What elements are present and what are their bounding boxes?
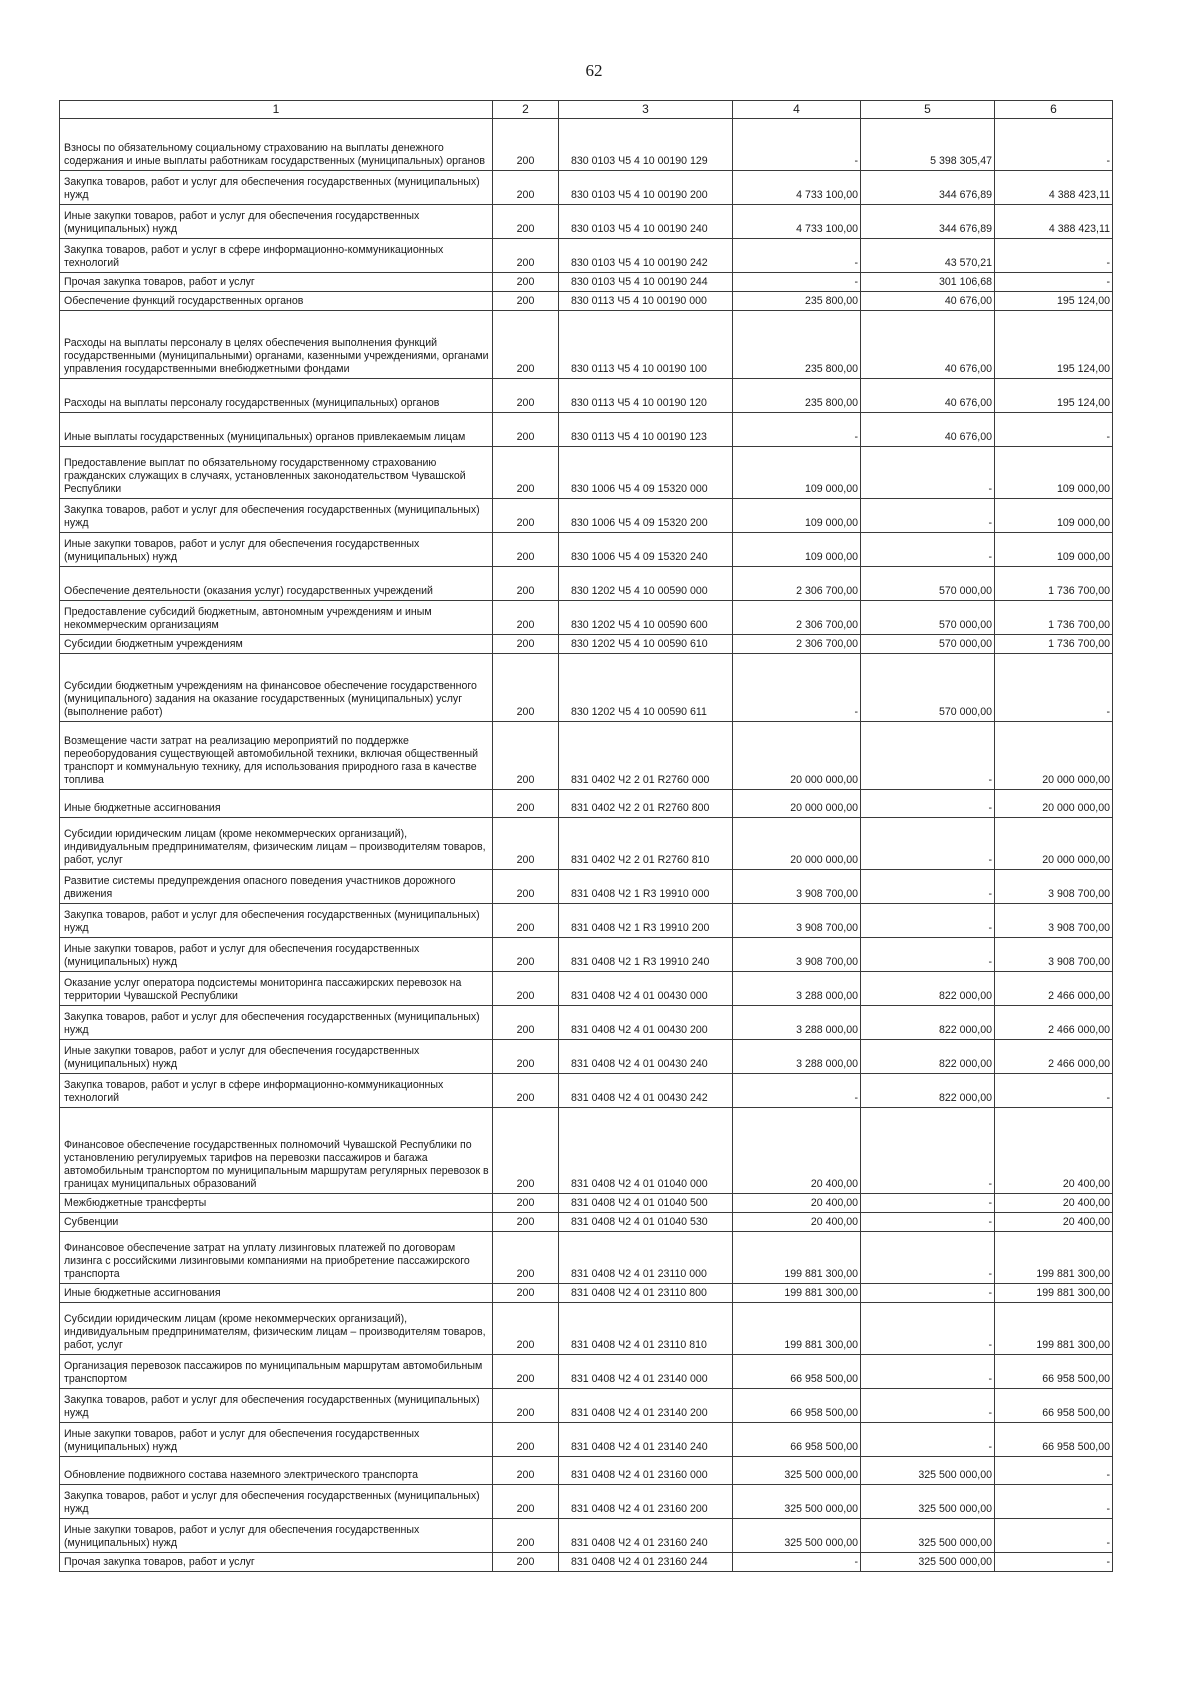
row-amount-col6-cell: - — [995, 1484, 1113, 1518]
row-amount-col4-cell: - — [733, 118, 861, 170]
table-row — [60, 1518, 1113, 1552]
table-row — [60, 498, 1113, 532]
row-amount-col6-cell: - — [995, 118, 1113, 170]
row-name-cell: Закупка товаров, работ и услуг в сфере информационно-коммуникационных технологий — [60, 1073, 493, 1107]
table-row — [60, 566, 1113, 600]
table-row — [60, 1422, 1113, 1456]
row-admin-code-cell: 200 — [493, 903, 559, 937]
row-admin-code-cell: 200 — [493, 1231, 559, 1283]
row-amount-col6-cell: 1 736 700,00 — [995, 600, 1113, 634]
row-admin-code-cell: 200 — [493, 1422, 559, 1456]
row-name-cell: Финансовое обеспечение затрат на уплату лизинговых платежей по договорам лизинга с российскими лизинговыми компаниями на приобретение пассажирского транспорта — [60, 1231, 493, 1283]
row-amount-col4-cell: - — [733, 272, 861, 291]
row-name-cell: Иные бюджетные ассигнования — [60, 789, 493, 817]
row-amount-col6-cell: 2 466 000,00 — [995, 1005, 1113, 1039]
row-amount-col4-cell: 109 000,00 — [733, 498, 861, 532]
row-amount-col5-cell: - — [861, 532, 995, 566]
row-amount-col5-cell: - — [861, 903, 995, 937]
row-classification-code-cell: 831 0408 Ч2 4 01 01040 000 — [559, 1107, 733, 1193]
row-amount-col6-cell: - — [995, 238, 1113, 272]
header-col-2: 2 — [493, 101, 559, 119]
row-name-cell: Закупка товаров, работ и услуг для обеспечения государственных (муниципальных) нужд — [60, 903, 493, 937]
row-amount-col4-cell: 3 908 700,00 — [733, 903, 861, 937]
row-amount-col6-cell: 3 908 700,00 — [995, 903, 1113, 937]
row-amount-col6-cell: 3 908 700,00 — [995, 937, 1113, 971]
row-amount-col6-cell: - — [995, 412, 1113, 446]
row-admin-code-cell: 200 — [493, 291, 559, 310]
table-row — [60, 903, 1113, 937]
row-amount-col6-cell: - — [995, 653, 1113, 721]
row-classification-code-cell: 830 0113 Ч5 4 10 00190 100 — [559, 310, 733, 378]
row-admin-code-cell: 200 — [493, 869, 559, 903]
row-admin-code-cell: 200 — [493, 1212, 559, 1231]
table-row — [60, 971, 1113, 1005]
row-classification-code-cell: 830 0103 Ч5 4 10 00190 244 — [559, 272, 733, 291]
row-amount-col5-cell: 301 106,68 — [861, 272, 995, 291]
row-amount-col4-cell: 20 400,00 — [733, 1193, 861, 1212]
row-amount-col6-cell: 66 958 500,00 — [995, 1354, 1113, 1388]
row-amount-col4-cell: 235 800,00 — [733, 378, 861, 412]
row-amount-col6-cell: 20 400,00 — [995, 1212, 1113, 1231]
table-row — [60, 937, 1113, 971]
row-amount-col6-cell: 199 881 300,00 — [995, 1302, 1113, 1354]
row-admin-code-cell: 200 — [493, 1107, 559, 1193]
table-row — [60, 634, 1113, 653]
row-classification-code-cell: 831 0408 Ч2 4 01 23160 200 — [559, 1484, 733, 1518]
row-classification-code-cell: 831 0408 Ч2 4 01 00430 242 — [559, 1073, 733, 1107]
row-name-cell: Расходы на выплаты персоналу государственных (муниципальных) органов — [60, 378, 493, 412]
row-admin-code-cell: 200 — [493, 971, 559, 1005]
header-col-4: 4 — [733, 101, 861, 119]
row-amount-col6-cell: - — [995, 1552, 1113, 1571]
row-amount-col4-cell: 20 400,00 — [733, 1107, 861, 1193]
row-amount-col5-cell: - — [861, 1231, 995, 1283]
row-classification-code-cell: 831 0402 Ч2 2 01 R2760 810 — [559, 817, 733, 869]
row-amount-col5-cell: 570 000,00 — [861, 634, 995, 653]
row-name-cell: Организация перевозок пассажиров по муниципальным маршрутам автомобильным транспортом — [60, 1354, 493, 1388]
row-name-cell: Иные бюджетные ассигнования — [60, 1283, 493, 1302]
table-row — [60, 1388, 1113, 1422]
row-name-cell: Субсидии юридическим лицам (кроме некоммерческих организаций), индивидуальным предпринимателям, физическим лицам – производителям товаров, работ, услуг — [60, 817, 493, 869]
row-amount-col6-cell: 20 000 000,00 — [995, 789, 1113, 817]
table-row — [60, 446, 1113, 498]
row-classification-code-cell: 830 0113 Ч5 4 10 00190 123 — [559, 412, 733, 446]
row-classification-code-cell: 831 0408 Ч2 4 01 00430 200 — [559, 1005, 733, 1039]
row-name-cell: Субсидии юридическим лицам (кроме некоммерческих организаций), индивидуальным предпринимателям, физическим лицам – производителям товаров, работ, услуг — [60, 1302, 493, 1354]
row-admin-code-cell: 200 — [493, 1552, 559, 1571]
row-admin-code-cell: 200 — [493, 1456, 559, 1484]
row-amount-col5-cell: - — [861, 937, 995, 971]
row-admin-code-cell: 200 — [493, 937, 559, 971]
table-row — [60, 1193, 1113, 1212]
row-amount-col5-cell: 325 500 000,00 — [861, 1456, 995, 1484]
table-body — [60, 118, 1113, 1571]
row-classification-code-cell: 830 1202 Ч5 4 10 00590 600 — [559, 600, 733, 634]
row-amount-col5-cell: - — [861, 446, 995, 498]
row-amount-col4-cell: 109 000,00 — [733, 532, 861, 566]
row-name-cell: Развитие системы предупреждения опасного поведения участников дорожного движения — [60, 869, 493, 903]
row-name-cell: Субвенции — [60, 1212, 493, 1231]
row-classification-code-cell: 830 1202 Ч5 4 10 00590 611 — [559, 653, 733, 721]
row-amount-col5-cell: 43 570,21 — [861, 238, 995, 272]
row-name-cell: Иные закупки товаров, работ и услуг для обеспечения государственных (муниципальных) нужд — [60, 937, 493, 971]
row-classification-code-cell: 831 0408 Ч2 4 01 23110 800 — [559, 1283, 733, 1302]
row-admin-code-cell: 200 — [493, 600, 559, 634]
row-admin-code-cell: 200 — [493, 446, 559, 498]
row-amount-col4-cell: 2 306 700,00 — [733, 600, 861, 634]
row-amount-col5-cell: 822 000,00 — [861, 971, 995, 1005]
row-classification-code-cell: 831 0408 Ч2 4 01 00430 240 — [559, 1039, 733, 1073]
row-amount-col4-cell: 325 500 000,00 — [733, 1484, 861, 1518]
row-amount-col5-cell: - — [861, 869, 995, 903]
row-classification-code-cell: 830 0103 Ч5 4 10 00190 200 — [559, 170, 733, 204]
row-amount-col6-cell: 20 000 000,00 — [995, 721, 1113, 789]
row-amount-col6-cell: - — [995, 1073, 1113, 1107]
row-classification-code-cell: 830 1202 Ч5 4 10 00590 000 — [559, 566, 733, 600]
row-amount-col5-cell: 570 000,00 — [861, 600, 995, 634]
row-name-cell: Иные выплаты государственных (муниципальных) органов привлекаемым лицам — [60, 412, 493, 446]
row-name-cell: Иные закупки товаров, работ и услуг для обеспечения государственных (муниципальных) нужд — [60, 532, 493, 566]
row-admin-code-cell: 200 — [493, 310, 559, 378]
row-amount-col4-cell: - — [733, 653, 861, 721]
row-amount-col4-cell: 66 958 500,00 — [733, 1388, 861, 1422]
table-row — [60, 1107, 1113, 1193]
row-amount-col5-cell: - — [861, 1212, 995, 1231]
row-name-cell: Иные закупки товаров, работ и услуг для обеспечения государственных (муниципальных) нужд — [60, 1422, 493, 1456]
row-amount-col5-cell: 325 500 000,00 — [861, 1552, 995, 1571]
row-admin-code-cell: 200 — [493, 1193, 559, 1212]
row-admin-code-cell: 200 — [493, 817, 559, 869]
row-classification-code-cell: 831 0408 Ч2 4 01 23110 810 — [559, 1302, 733, 1354]
row-amount-col5-cell: 822 000,00 — [861, 1039, 995, 1073]
row-admin-code-cell: 200 — [493, 1388, 559, 1422]
row-name-cell: Расходы на выплаты персоналу в целях обеспечения выполнения функций государственными (муниципальными) органами, казенными учреждениями, органами управления государственными внебюджетными фондами — [60, 310, 493, 378]
row-admin-code-cell: 200 — [493, 1484, 559, 1518]
row-admin-code-cell: 200 — [493, 532, 559, 566]
row-classification-code-cell: 831 0408 Ч2 4 01 01040 530 — [559, 1212, 733, 1231]
row-name-cell: Межбюджетные трансферты — [60, 1193, 493, 1212]
table-row — [60, 378, 1113, 412]
row-amount-col4-cell: 325 500 000,00 — [733, 1518, 861, 1552]
row-amount-col5-cell: - — [861, 817, 995, 869]
header-col-3: 3 — [559, 101, 733, 119]
row-admin-code-cell: 200 — [493, 378, 559, 412]
row-admin-code-cell: 200 — [493, 653, 559, 721]
row-amount-col4-cell: 2 306 700,00 — [733, 566, 861, 600]
row-amount-col5-cell: 40 676,00 — [861, 291, 995, 310]
row-name-cell: Оказание услуг оператора подсистемы мониторинга пассажирских перевозок на территории Чувашской Республики — [60, 971, 493, 1005]
row-admin-code-cell: 200 — [493, 789, 559, 817]
row-classification-code-cell: 830 1006 Ч5 4 09 15320 000 — [559, 446, 733, 498]
row-classification-code-cell: 831 0408 Ч2 4 01 23160 244 — [559, 1552, 733, 1571]
row-name-cell: Обновление подвижного состава наземного электрического транспорта — [60, 1456, 493, 1484]
table-row — [60, 532, 1113, 566]
table-header-row — [60, 101, 1113, 119]
row-amount-col5-cell: 40 676,00 — [861, 412, 995, 446]
row-amount-col4-cell: 235 800,00 — [733, 310, 861, 378]
table-row — [60, 170, 1113, 204]
row-amount-col6-cell: - — [995, 1518, 1113, 1552]
table-row — [60, 1039, 1113, 1073]
row-amount-col4-cell: 3 288 000,00 — [733, 1005, 861, 1039]
row-name-cell: Прочая закупка товаров, работ и услуг — [60, 1552, 493, 1571]
row-admin-code-cell: 200 — [493, 566, 559, 600]
row-amount-col4-cell: 3 908 700,00 — [733, 869, 861, 903]
row-admin-code-cell: 200 — [493, 1354, 559, 1388]
row-amount-col5-cell: 822 000,00 — [861, 1005, 995, 1039]
row-amount-col6-cell: 199 881 300,00 — [995, 1231, 1113, 1283]
row-name-cell: Прочая закупка товаров, работ и услуг — [60, 272, 493, 291]
row-admin-code-cell: 200 — [493, 1073, 559, 1107]
row-amount-col5-cell: 325 500 000,00 — [861, 1518, 995, 1552]
row-amount-col4-cell: 2 306 700,00 — [733, 634, 861, 653]
row-name-cell: Закупка товаров, работ и услуг для обеспечения государственных (муниципальных) нужд — [60, 1388, 493, 1422]
row-name-cell: Субсидии бюджетным учреждениям на финансовое обеспечение государственного (муниципального) задания на оказание государственных (муниципальных) услуг (выполнение работ) — [60, 653, 493, 721]
row-amount-col6-cell: 1 736 700,00 — [995, 566, 1113, 600]
row-classification-code-cell: 831 0408 Ч2 4 01 23140 000 — [559, 1354, 733, 1388]
row-amount-col4-cell: 66 958 500,00 — [733, 1354, 861, 1388]
row-classification-code-cell: 830 0103 Ч5 4 10 00190 242 — [559, 238, 733, 272]
row-name-cell: Закупка товаров, работ и услуг для обеспечения государственных (муниципальных) нужд — [60, 1484, 493, 1518]
row-classification-code-cell: 830 1006 Ч5 4 09 15320 200 — [559, 498, 733, 532]
row-admin-code-cell: 200 — [493, 634, 559, 653]
row-classification-code-cell: 831 0408 Ч2 4 01 00430 000 — [559, 971, 733, 1005]
row-name-cell: Предоставление субсидий бюджетным, автономным учреждениям и иным некоммерческим организациям — [60, 600, 493, 634]
table-row — [60, 789, 1113, 817]
row-amount-col6-cell: 199 881 300,00 — [995, 1283, 1113, 1302]
row-amount-col5-cell: 570 000,00 — [861, 566, 995, 600]
table-row — [60, 291, 1113, 310]
table-row — [60, 1073, 1113, 1107]
row-name-cell: Иные закупки товаров, работ и услуг для обеспечения государственных (муниципальных) нужд — [60, 1039, 493, 1073]
row-amount-col6-cell: 2 466 000,00 — [995, 1039, 1113, 1073]
row-amount-col6-cell: 66 958 500,00 — [995, 1388, 1113, 1422]
row-amount-col5-cell: - — [861, 1107, 995, 1193]
row-amount-col5-cell: 40 676,00 — [861, 310, 995, 378]
row-classification-code-cell: 830 0103 Ч5 4 10 00190 129 — [559, 118, 733, 170]
table-row — [60, 412, 1113, 446]
row-name-cell: Закупка товаров, работ и услуг для обеспечения государственных (муниципальных) нужд — [60, 498, 493, 532]
table-row — [60, 310, 1113, 378]
table-row — [60, 1484, 1113, 1518]
row-amount-col4-cell: - — [733, 412, 861, 446]
table-row — [60, 272, 1113, 291]
row-amount-col4-cell: 20 000 000,00 — [733, 817, 861, 869]
row-amount-col5-cell: - — [861, 1283, 995, 1302]
row-classification-code-cell: 831 0408 Ч2 4 01 23160 000 — [559, 1456, 733, 1484]
row-name-cell: Обеспечение деятельности (оказания услуг) государственных учреждений — [60, 566, 493, 600]
row-amount-col6-cell: 20 400,00 — [995, 1193, 1113, 1212]
row-amount-col4-cell: 66 958 500,00 — [733, 1422, 861, 1456]
row-amount-col4-cell: 4 733 100,00 — [733, 170, 861, 204]
row-name-cell: Предоставление выплат по обязательному государственному страхованию гражданских служащих в случаях, установленных законодательством Чувашской Республики — [60, 446, 493, 498]
row-amount-col5-cell: - — [861, 721, 995, 789]
row-admin-code-cell: 200 — [493, 412, 559, 446]
row-amount-col6-cell: 109 000,00 — [995, 446, 1113, 498]
table-row — [60, 817, 1113, 869]
table-row — [60, 1212, 1113, 1231]
row-amount-col4-cell: - — [733, 1552, 861, 1571]
row-amount-col5-cell: 5 398 305,47 — [861, 118, 995, 170]
row-amount-col5-cell: - — [861, 1302, 995, 1354]
row-amount-col5-cell: - — [861, 1193, 995, 1212]
table-row — [60, 1302, 1113, 1354]
row-amount-col6-cell: 195 124,00 — [995, 310, 1113, 378]
table-row — [60, 1354, 1113, 1388]
row-amount-col5-cell: 325 500 000,00 — [861, 1484, 995, 1518]
row-name-cell: Возмещение части затрат на реализацию мероприятий по поддержке переоборудования существующей автомобильной техники, включая общественный транспорт и коммунальную технику, для использования природного газа в качестве топлива — [60, 721, 493, 789]
row-amount-col4-cell: 109 000,00 — [733, 446, 861, 498]
row-classification-code-cell: 831 0408 Ч2 4 01 01040 500 — [559, 1193, 733, 1212]
table-row — [60, 1283, 1113, 1302]
row-amount-col4-cell: 4 733 100,00 — [733, 204, 861, 238]
row-amount-col4-cell: - — [733, 238, 861, 272]
row-admin-code-cell: 200 — [493, 170, 559, 204]
row-admin-code-cell: 200 — [493, 238, 559, 272]
table-row — [60, 204, 1113, 238]
row-classification-code-cell: 831 0408 Ч2 1 R3 19910 200 — [559, 903, 733, 937]
row-amount-col6-cell: 109 000,00 — [995, 498, 1113, 532]
row-amount-col4-cell: 199 881 300,00 — [733, 1302, 861, 1354]
row-amount-col5-cell: - — [861, 1422, 995, 1456]
row-amount-col4-cell: 325 500 000,00 — [733, 1456, 861, 1484]
row-amount-col6-cell: 1 736 700,00 — [995, 634, 1113, 653]
row-amount-col6-cell: - — [995, 272, 1113, 291]
row-admin-code-cell: 200 — [493, 1005, 559, 1039]
row-classification-code-cell: 831 0408 Ч2 1 R3 19910 240 — [559, 937, 733, 971]
table-row — [60, 238, 1113, 272]
row-admin-code-cell: 200 — [493, 204, 559, 238]
row-amount-col5-cell: - — [861, 1388, 995, 1422]
table-row — [60, 600, 1113, 634]
row-amount-col4-cell: 3 288 000,00 — [733, 1039, 861, 1073]
row-classification-code-cell: 830 1202 Ч5 4 10 00590 610 — [559, 634, 733, 653]
row-name-cell: Взносы по обязательному социальному страхованию на выплаты денежного содержания и иные выплаты работникам государственных (муниципальных) органов — [60, 118, 493, 170]
row-amount-col4-cell: 20 000 000,00 — [733, 721, 861, 789]
table-row — [60, 1552, 1113, 1571]
row-admin-code-cell: 200 — [493, 272, 559, 291]
row-name-cell: Иные закупки товаров, работ и услуг для обеспечения государственных (муниципальных) нужд — [60, 1518, 493, 1552]
row-amount-col4-cell: 199 881 300,00 — [733, 1231, 861, 1283]
row-amount-col4-cell: - — [733, 1073, 861, 1107]
header-col-5: 5 — [861, 101, 995, 119]
row-classification-code-cell: 831 0408 Ч2 4 01 23160 240 — [559, 1518, 733, 1552]
row-amount-col4-cell: 199 881 300,00 — [733, 1283, 861, 1302]
table-row — [60, 721, 1113, 789]
row-admin-code-cell: 200 — [493, 1283, 559, 1302]
table-row — [60, 1231, 1113, 1283]
row-name-cell: Обеспечение функций государственных органов — [60, 291, 493, 310]
row-admin-code-cell: 200 — [493, 1302, 559, 1354]
table-row — [60, 118, 1113, 170]
row-name-cell: Закупка товаров, работ и услуг для обеспечения государственных (муниципальных) нужд — [60, 170, 493, 204]
row-classification-code-cell: 830 0103 Ч5 4 10 00190 240 — [559, 204, 733, 238]
page-number: 62 — [585, 61, 603, 80]
table-row — [60, 1005, 1113, 1039]
row-amount-col6-cell: 20 400,00 — [995, 1107, 1113, 1193]
row-classification-code-cell: 831 0408 Ч2 1 R3 19910 000 — [559, 869, 733, 903]
budget-table — [59, 100, 1113, 1572]
header-col-6: 6 — [995, 101, 1113, 119]
row-classification-code-cell: 831 0408 Ч2 4 01 23140 240 — [559, 1422, 733, 1456]
row-admin-code-cell: 200 — [493, 721, 559, 789]
row-amount-col5-cell: 822 000,00 — [861, 1073, 995, 1107]
table-row — [60, 1456, 1113, 1484]
row-amount-col6-cell: 3 908 700,00 — [995, 869, 1113, 903]
row-amount-col5-cell: - — [861, 1354, 995, 1388]
row-amount-col6-cell: 66 958 500,00 — [995, 1422, 1113, 1456]
row-amount-col6-cell: 4 388 423,11 — [995, 204, 1113, 238]
row-amount-col5-cell: 40 676,00 — [861, 378, 995, 412]
row-name-cell: Закупка товаров, работ и услуг для обеспечения государственных (муниципальных) нужд — [60, 1005, 493, 1039]
row-amount-col6-cell: 195 124,00 — [995, 291, 1113, 310]
row-classification-code-cell: 830 0113 Ч5 4 10 00190 000 — [559, 291, 733, 310]
row-amount-col6-cell: - — [995, 1456, 1113, 1484]
row-amount-col6-cell: 109 000,00 — [995, 532, 1113, 566]
row-amount-col6-cell: 4 388 423,11 — [995, 170, 1113, 204]
row-amount-col5-cell: 344 676,89 — [861, 204, 995, 238]
row-classification-code-cell: 831 0402 Ч2 2 01 R2760 000 — [559, 721, 733, 789]
row-classification-code-cell: 831 0408 Ч2 4 01 23140 200 — [559, 1388, 733, 1422]
header-col-1: 1 — [60, 101, 493, 119]
row-admin-code-cell: 200 — [493, 1039, 559, 1073]
row-amount-col5-cell: 570 000,00 — [861, 653, 995, 721]
table-row — [60, 653, 1113, 721]
row-name-cell: Иные закупки товаров, работ и услуг для обеспечения государственных (муниципальных) нужд — [60, 204, 493, 238]
row-classification-code-cell: 830 0113 Ч5 4 10 00190 120 — [559, 378, 733, 412]
row-name-cell: Финансовое обеспечение государственных полномочий Чувашской Республики по установлению регулируемых тарифов на перевозки пассажиров и багажа автомобильным транспортом по муниципальным маршрутам регулярных перевозок в границах муниципальных образований — [60, 1107, 493, 1193]
row-admin-code-cell: 200 — [493, 1518, 559, 1552]
row-name-cell: Закупка товаров, работ и услуг в сфере информационно-коммуникационных технологий — [60, 238, 493, 272]
row-amount-col4-cell: 20 000 000,00 — [733, 789, 861, 817]
row-name-cell: Субсидии бюджетным учреждениям — [60, 634, 493, 653]
row-amount-col6-cell: 20 000 000,00 — [995, 817, 1113, 869]
row-admin-code-cell: 200 — [493, 498, 559, 532]
row-amount-col5-cell: - — [861, 789, 995, 817]
row-classification-code-cell: 830 1006 Ч5 4 09 15320 240 — [559, 532, 733, 566]
row-amount-col6-cell: 195 124,00 — [995, 378, 1113, 412]
row-amount-col5-cell: 344 676,89 — [861, 170, 995, 204]
row-classification-code-cell: 831 0408 Ч2 4 01 23110 000 — [559, 1231, 733, 1283]
row-admin-code-cell: 200 — [493, 118, 559, 170]
row-amount-col4-cell: 20 400,00 — [733, 1212, 861, 1231]
table-row — [60, 869, 1113, 903]
row-amount-col4-cell: 3 288 000,00 — [733, 971, 861, 1005]
row-classification-code-cell: 831 0402 Ч2 2 01 R2760 800 — [559, 789, 733, 817]
row-amount-col4-cell: 3 908 700,00 — [733, 937, 861, 971]
row-amount-col6-cell: 2 466 000,00 — [995, 971, 1113, 1005]
row-amount-col4-cell: 235 800,00 — [733, 291, 861, 310]
row-amount-col5-cell: - — [861, 498, 995, 532]
